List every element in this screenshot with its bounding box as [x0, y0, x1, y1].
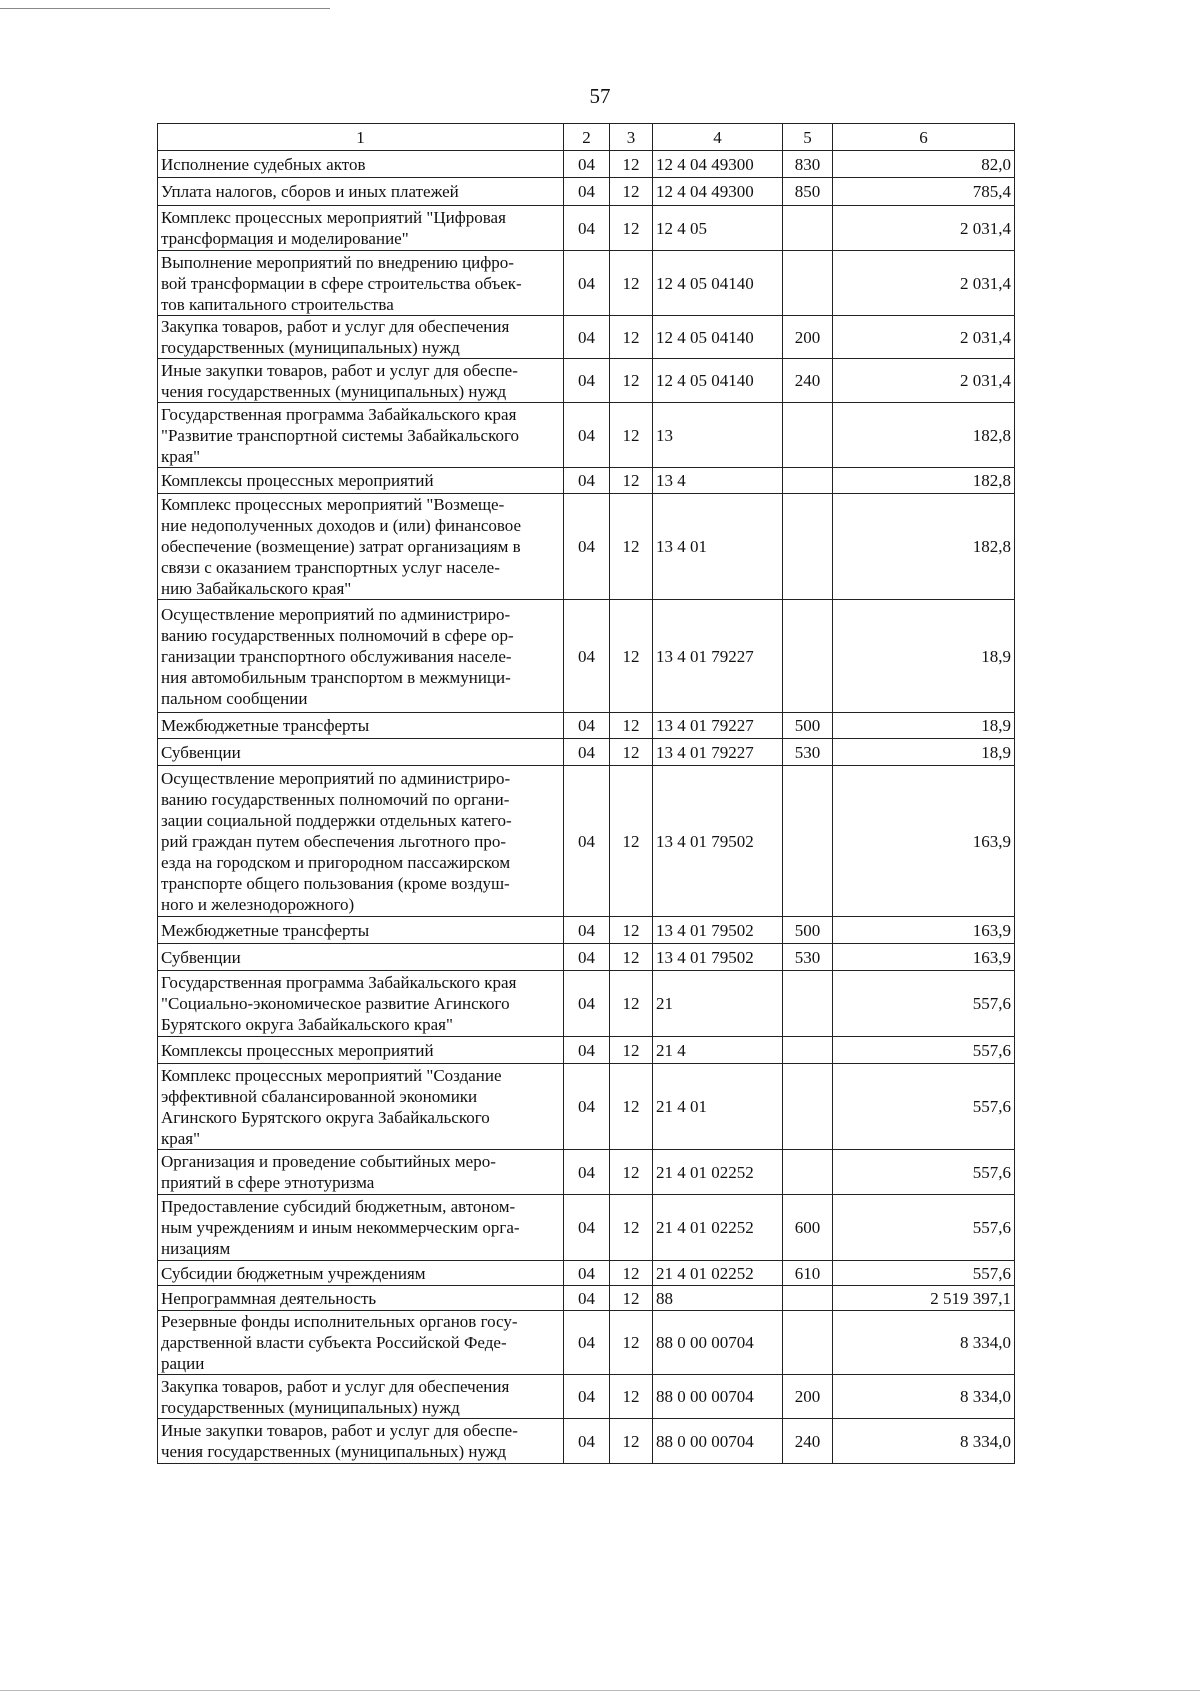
subsection-code: 12: [610, 739, 653, 766]
expense-type-code: 830: [783, 151, 833, 178]
amount: 2 031,4: [833, 316, 1015, 359]
subsection-code: 12: [610, 494, 653, 600]
expense-type-code: [783, 766, 833, 917]
section-code: 04: [564, 1261, 610, 1286]
row-description: Уплата налогов, сборов и иных платежей: [158, 178, 564, 206]
row-description: Осуществление мероприятий по администриро- ванию государственных полномочий в сфере ор- ганизации транспортного обслуживания населе- ния автомобильным транспортом в межмуници- пальном сообщении: [158, 600, 564, 713]
subsection-code: 12: [610, 971, 653, 1037]
row-description: Субвенции: [158, 944, 564, 971]
table-row: [158, 739, 1015, 766]
section-code: 04: [564, 468, 610, 494]
table-row: [158, 1311, 1015, 1375]
subsection-code: 12: [610, 316, 653, 359]
target-article-code: 13 4 01 79502: [653, 766, 783, 917]
target-article-code: 88: [653, 1286, 783, 1311]
row-description: Непрограммная деятельность: [158, 1286, 564, 1311]
table-row: [158, 971, 1015, 1037]
target-article-code: 21 4 01 02252: [653, 1261, 783, 1286]
row-description: Организация и проведение событийных меро- приятий в сфере этнотуризма: [158, 1150, 564, 1195]
row-description: Выполнение мероприятий по внедрению цифро- вой трансформации в сфере строительства объек- тов капитального строительства: [158, 251, 564, 316]
target-article-code: 88 0 00 00704: [653, 1311, 783, 1375]
expense-type-code: [783, 1150, 833, 1195]
amount: 785,4: [833, 178, 1015, 206]
section-code: 04: [564, 494, 610, 600]
column-header: 5: [783, 124, 833, 151]
amount: 163,9: [833, 917, 1015, 944]
amount: 557,6: [833, 1150, 1015, 1195]
table-row: [158, 1419, 1015, 1464]
table-row: [158, 944, 1015, 971]
expense-type-code: 610: [783, 1261, 833, 1286]
section-code: 04: [564, 1195, 610, 1261]
table-row: [158, 1150, 1015, 1195]
amount: 557,6: [833, 1195, 1015, 1261]
amount: 18,9: [833, 713, 1015, 739]
amount: 8 334,0: [833, 1375, 1015, 1419]
table-row: [158, 713, 1015, 739]
subsection-code: 12: [610, 713, 653, 739]
target-article-code: 21 4 01: [653, 1064, 783, 1150]
subsection-code: 12: [610, 1375, 653, 1419]
row-description: Комплекс процессных мероприятий "Цифровая трансформация и моделирование": [158, 206, 564, 251]
section-code: 04: [564, 1037, 610, 1064]
amount: 182,8: [833, 403, 1015, 468]
amount: 182,8: [833, 468, 1015, 494]
row-description: Государственная программа Забайкальского края "Социально-экономическое развитие Агинского Бурятского округа Забайкальского края": [158, 971, 564, 1037]
row-description: Иные закупки товаров, работ и услуг для обеспе- чения государственных (муниципальных) нужд: [158, 359, 564, 403]
row-description: Комплексы процессных мероприятий: [158, 1037, 564, 1064]
expense-type-code: 530: [783, 739, 833, 766]
column-header: 4: [653, 124, 783, 151]
subsection-code: 12: [610, 766, 653, 917]
target-article-code: 13 4 01 79502: [653, 944, 783, 971]
section-code: 04: [564, 600, 610, 713]
row-description: Комплекс процессных мероприятий "Создание эффективной сбалансированной экономики Агинского Бурятского округа Забайкальского края": [158, 1064, 564, 1150]
section-code: 04: [564, 1419, 610, 1464]
amount: 557,6: [833, 1064, 1015, 1150]
expense-type-code: [783, 206, 833, 251]
expense-type-code: [783, 600, 833, 713]
table-row: [158, 206, 1015, 251]
subsection-code: 12: [610, 1261, 653, 1286]
expense-type-code: 200: [783, 1375, 833, 1419]
target-article-code: 13 4 01: [653, 494, 783, 600]
row-description: Исполнение судебных актов: [158, 151, 564, 178]
target-article-code: 88 0 00 00704: [653, 1375, 783, 1419]
amount: 163,9: [833, 944, 1015, 971]
subsection-code: 12: [610, 1037, 653, 1064]
row-description: Комплекс процессных мероприятий "Возмеще- ние недополученных доходов и (или) финансовое обеспечение (возмещение) затрат организациям в связи с оказанием транспортных услуг населе- нию Забайкальского края": [158, 494, 564, 600]
table-row: [158, 494, 1015, 600]
subsection-code: 12: [610, 1150, 653, 1195]
expense-type-code: [783, 1064, 833, 1150]
amount: 163,9: [833, 766, 1015, 917]
section-code: 04: [564, 1311, 610, 1375]
table-row: [158, 600, 1015, 713]
amount: 2 031,4: [833, 206, 1015, 251]
section-code: 04: [564, 944, 610, 971]
section-code: 04: [564, 403, 610, 468]
target-article-code: 12 4 05: [653, 206, 783, 251]
table-row: [158, 316, 1015, 359]
table-header-row: [158, 124, 1015, 151]
expense-type-code: [783, 971, 833, 1037]
row-description: Предоставление субсидий бюджетным, автоном- ным учреждениям и иным некоммерческим орга- низациям: [158, 1195, 564, 1261]
expense-type-code: [783, 494, 833, 600]
amount: 2 031,4: [833, 359, 1015, 403]
section-code: 04: [564, 766, 610, 917]
expense-type-code: 500: [783, 917, 833, 944]
page-number: 57: [589, 84, 611, 108]
table-row: [158, 468, 1015, 494]
row-description: Резервные фонды исполнительных органов госу- дарственной власти субъекта Российской Феде- рации: [158, 1311, 564, 1375]
section-code: 04: [564, 251, 610, 316]
subsection-code: 12: [610, 178, 653, 206]
amount: 557,6: [833, 971, 1015, 1037]
subsection-code: 12: [610, 944, 653, 971]
subsection-code: 12: [610, 206, 653, 251]
subsection-code: 12: [610, 917, 653, 944]
table-row: [158, 151, 1015, 178]
expense-type-code: 240: [783, 359, 833, 403]
target-article-code: 13 4: [653, 468, 783, 494]
row-description: Межбюджетные трансферты: [158, 713, 564, 739]
row-description: Закупка товаров, работ и услуг для обеспечения государственных (муниципальных) нужд: [158, 316, 564, 359]
section-code: 04: [564, 713, 610, 739]
row-description: Иные закупки товаров, работ и услуг для обеспе- чения государственных (муниципальных) нужд: [158, 1419, 564, 1464]
amount: 18,9: [833, 600, 1015, 713]
row-description: Государственная программа Забайкальского края "Развитие транспортной системы Забайкальского края": [158, 403, 564, 468]
column-header: 2: [564, 124, 610, 151]
section-code: 04: [564, 1286, 610, 1311]
target-article-code: 12 4 05 04140: [653, 251, 783, 316]
subsection-code: 12: [610, 251, 653, 316]
target-article-code: 13 4 01 79227: [653, 713, 783, 739]
amount: 2 031,4: [833, 251, 1015, 316]
amount: 182,8: [833, 494, 1015, 600]
expense-type-code: [783, 1311, 833, 1375]
target-article-code: 13 4 01 79227: [653, 600, 783, 713]
subsection-code: 12: [610, 1195, 653, 1261]
row-description: Осуществление мероприятий по администриро- ванию государственных полномочий по органи- зации социальной поддержки отдельных катего- рий граждан путем обеспечения льготного про- езда на городском и пригородном пассажирском транспорте общего пользования (кроме воздуш- ного и железнодорожного): [158, 766, 564, 917]
section-code: 04: [564, 1150, 610, 1195]
table-row: [158, 1261, 1015, 1286]
section-code: 04: [564, 359, 610, 403]
table-row: [158, 1286, 1015, 1311]
table-row: [158, 1375, 1015, 1419]
target-article-code: 13 4 01 79502: [653, 917, 783, 944]
target-article-code: 12 4 04 49300: [653, 178, 783, 206]
expense-type-code: 500: [783, 713, 833, 739]
section-code: 04: [564, 1375, 610, 1419]
subsection-code: 12: [610, 1311, 653, 1375]
section-code: 04: [564, 151, 610, 178]
row-description: Субвенции: [158, 739, 564, 766]
budget-table: [157, 123, 1015, 1464]
amount: 82,0: [833, 151, 1015, 178]
table-row: [158, 359, 1015, 403]
expense-type-code: 200: [783, 316, 833, 359]
target-article-code: 12 4 04 49300: [653, 151, 783, 178]
amount: 2 519 397,1: [833, 1286, 1015, 1311]
table-row: [158, 1064, 1015, 1150]
expense-type-code: 240: [783, 1419, 833, 1464]
table-row: [158, 1037, 1015, 1064]
expense-type-code: 850: [783, 178, 833, 206]
expense-type-code: [783, 251, 833, 316]
expense-type-code: [783, 1286, 833, 1311]
target-article-code: 12 4 05 04140: [653, 316, 783, 359]
row-description: Закупка товаров, работ и услуг для обеспечения государственных (муниципальных) нужд: [158, 1375, 564, 1419]
section-code: 04: [564, 178, 610, 206]
target-article-code: 12 4 05 04140: [653, 359, 783, 403]
amount: 8 334,0: [833, 1419, 1015, 1464]
expense-type-code: [783, 403, 833, 468]
expense-type-code: [783, 1037, 833, 1064]
subsection-code: 12: [610, 151, 653, 178]
subsection-code: 12: [610, 600, 653, 713]
section-code: 04: [564, 206, 610, 251]
scan-artifact-line: [0, 1690, 1200, 1691]
table-row: [158, 251, 1015, 316]
scan-artifact-line: [0, 8, 330, 9]
expense-type-code: 530: [783, 944, 833, 971]
table-row: [158, 766, 1015, 917]
section-code: 04: [564, 971, 610, 1037]
section-code: 04: [564, 739, 610, 766]
table-row: [158, 917, 1015, 944]
amount: 18,9: [833, 739, 1015, 766]
row-description: Комплексы процессных мероприятий: [158, 468, 564, 494]
amount: 557,6: [833, 1261, 1015, 1286]
subsection-code: 12: [610, 468, 653, 494]
expense-type-code: 600: [783, 1195, 833, 1261]
target-article-code: 88 0 00 00704: [653, 1419, 783, 1464]
subsection-code: 12: [610, 1419, 653, 1464]
target-article-code: 13: [653, 403, 783, 468]
target-article-code: 21 4: [653, 1037, 783, 1064]
subsection-code: 12: [610, 403, 653, 468]
section-code: 04: [564, 316, 610, 359]
section-code: 04: [564, 1064, 610, 1150]
target-article-code: 21 4 01 02252: [653, 1195, 783, 1261]
amount: 557,6: [833, 1037, 1015, 1064]
column-header: 1: [158, 124, 564, 151]
table-row: [158, 178, 1015, 206]
expense-type-code: [783, 468, 833, 494]
table-row: [158, 1195, 1015, 1261]
subsection-code: 12: [610, 1064, 653, 1150]
subsection-code: 12: [610, 1286, 653, 1311]
column-header: 3: [610, 124, 653, 151]
table-row: [158, 403, 1015, 468]
target-article-code: 13 4 01 79227: [653, 739, 783, 766]
row-description: Субсидии бюджетным учреждениям: [158, 1261, 564, 1286]
subsection-code: 12: [610, 359, 653, 403]
column-header: 6: [833, 124, 1015, 151]
section-code: 04: [564, 917, 610, 944]
target-article-code: 21 4 01 02252: [653, 1150, 783, 1195]
amount: 8 334,0: [833, 1311, 1015, 1375]
row-description: Межбюджетные трансферты: [158, 917, 564, 944]
target-article-code: 21: [653, 971, 783, 1037]
